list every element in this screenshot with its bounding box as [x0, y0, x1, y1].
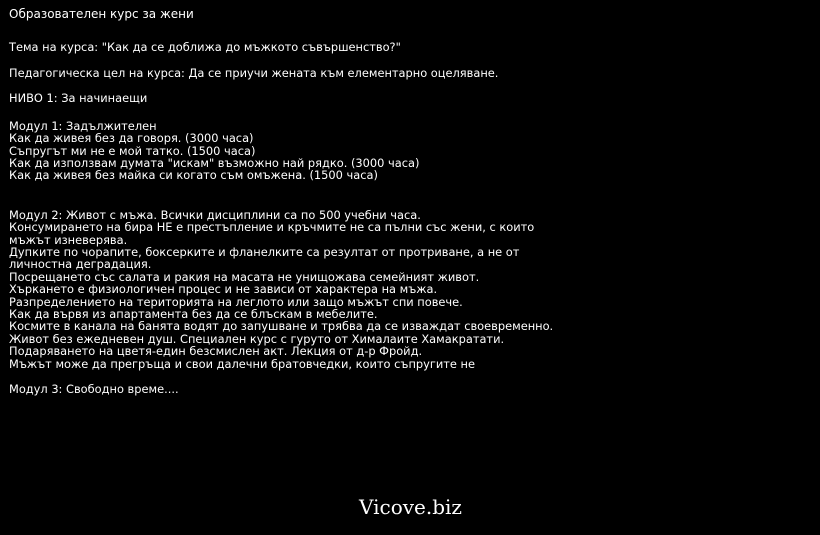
module-2-item: Хъркането е физиологичен процес и не зависи от характера на мъжа. [9, 282, 438, 297]
site-watermark: Vicove.biz [359, 495, 462, 519]
module-2-item: Дупките по чорапите, боксерките и фланелките са резултат от протриване, а не от личностна деградация. [9, 245, 520, 272]
module-2-item: Разпределението на територията на леглото или защо мъжът спи повече. [9, 294, 463, 309]
module-1-item: Как да живея без майка си когато съм омъжена. (1500 часа) [9, 168, 378, 183]
course-goal: Педагогическа цел на курса: Да се приучи жената към елементарно оцеляване. [9, 65, 499, 80]
module-1-heading: Модул 1: Задължителен [9, 118, 157, 133]
page-title: Образователен курс за жени [9, 7, 194, 21]
module-2-item: Консумирането на бира НЕ е престъпление и кръчмите не са пълни със жени, с които мъжът изневерява. [9, 220, 535, 247]
module-2-heading: Модул 2: Живот с мъжа. Всички дисциплини са по 500 учебни часа. [9, 207, 421, 222]
module-2-item: Мъжът може да прегръща и свои далечни братовчедки, които съпругите не [9, 356, 475, 371]
module-2-item: Как да вървя из апартамента без да се блъскам в мебелите. [9, 307, 378, 322]
module-1-item: Съпругът ми не е мой татко. (1500 часа) [9, 143, 256, 158]
module-1-item: Как да използвам думата "искам" възможно най рядко. (3000 часа) [9, 156, 420, 170]
module-2-item: Посрещането със салата и ракия на масата не унищожава семейният живот. [9, 269, 480, 284]
module-1 [9, 120, 809, 182]
article [9, 6, 809, 396]
module-2-item: Подаряването на цветя-един безсмислен акт. Лекция от д-р Фройд. [9, 344, 423, 359]
course-level: НИВО 1: За начинаещи [9, 91, 148, 106]
module-2 [9, 209, 579, 370]
course-topic: Тема на курса: "Как да се доближа до мъжкото съвършенство?" [9, 40, 401, 54]
module-2-item: Космите в канала на банята водят до запушване и трябва да се изваждат своевременно. [9, 319, 554, 334]
module-2-item: Живот без ежедневен душ. Специален курс с гуруто от Хималаите Хамакратати. [9, 331, 505, 346]
module-3-heading: Модул 3: Свободно време.... [9, 382, 179, 397]
module-1-item: Как да живея без да говоря. (3000 часа) [9, 131, 254, 146]
